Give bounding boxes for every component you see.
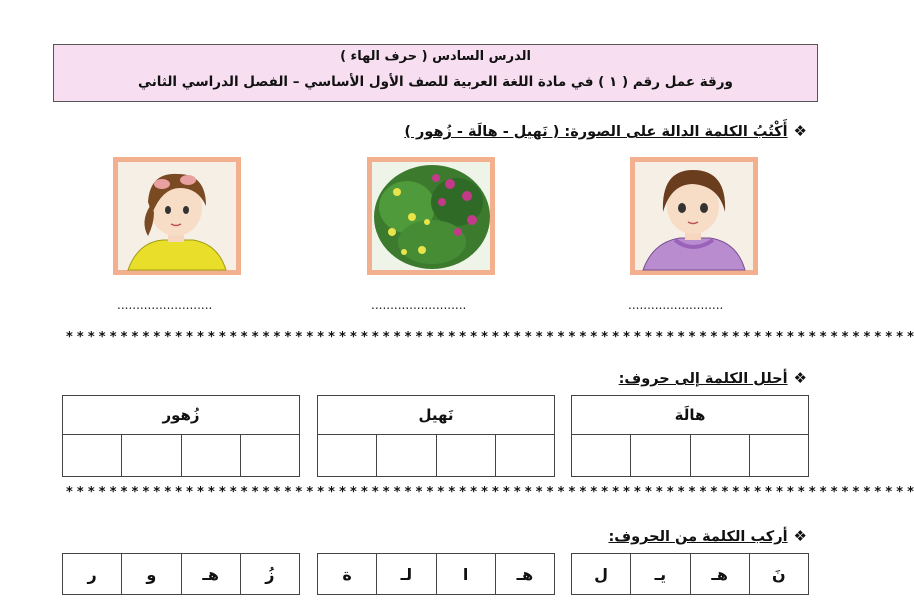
letter: ر xyxy=(63,554,122,595)
letter-cell[interactable] xyxy=(572,435,631,477)
section1-title: أَكْتُبُ الكلمة الدالة على الصورة: ( نَهيل - هالَة - زُهور ) xyxy=(404,124,788,140)
letter: هـ xyxy=(495,554,554,595)
letter-cell[interactable] xyxy=(63,435,122,477)
diamond-bullet-icon: ❖ xyxy=(793,527,807,545)
letter: ا xyxy=(436,554,495,595)
split-word: هالَة xyxy=(572,396,809,435)
flowering-bush-image xyxy=(367,157,495,275)
answer-line[interactable]: ......................... xyxy=(371,298,467,312)
letter: زُ xyxy=(240,554,299,595)
letter: هـ xyxy=(181,554,240,595)
answer-line[interactable]: ......................... xyxy=(117,298,213,312)
letters-table-zuhur xyxy=(62,553,300,595)
split-word: نَهيل xyxy=(318,396,555,435)
section3-heading xyxy=(608,527,807,545)
section1-heading xyxy=(404,122,807,140)
diamond-bullet-icon: ❖ xyxy=(793,122,807,140)
letter-cell[interactable] xyxy=(240,435,299,477)
letter-cell[interactable] xyxy=(318,435,377,477)
split-word: زُهور xyxy=(63,396,300,435)
diamond-bullet-icon: ❖ xyxy=(793,369,807,387)
letter-cell[interactable] xyxy=(181,435,240,477)
letters-table-hala xyxy=(317,553,555,595)
letter-cell[interactable] xyxy=(690,435,749,477)
letter: ل xyxy=(572,554,631,595)
star-separator: * * * * * * * * * * * * * * * * * * * * * * * * * * * * * * * * * * * * * * * * * * * * * * * * * * * * * * * * * * * * * * * * * * * * * * * * * * * * * * xyxy=(66,485,914,500)
letter: يـ xyxy=(631,554,690,595)
girl-yellow-shirt-image xyxy=(113,157,241,275)
letter: لـ xyxy=(377,554,436,595)
letter-cell[interactable] xyxy=(749,435,808,477)
answer-line[interactable]: ......................... xyxy=(628,298,724,312)
letter-cell[interactable] xyxy=(495,435,554,477)
section2-title: أحلل الكلمة إلى حروف: xyxy=(618,371,788,387)
letter: نَ xyxy=(749,554,808,595)
girl-purple-shirt-image xyxy=(630,157,758,275)
letters-table-nahil xyxy=(571,553,809,595)
letter-cell[interactable] xyxy=(122,435,181,477)
letter-cell[interactable] xyxy=(631,435,690,477)
worksheet-header xyxy=(53,44,818,102)
split-table-zuhur xyxy=(62,395,300,477)
star-separator: * * * * * * * * * * * * * * * * * * * * * * * * * * * * * * * * * * * * * * * * * * * * * * * * * * * * * * * * * * * * * * * * * * * * * * * * * * * * * * xyxy=(66,330,914,345)
split-table-hala xyxy=(571,395,809,477)
letter: هـ xyxy=(690,554,749,595)
letter: و xyxy=(122,554,181,595)
letter: ة xyxy=(318,554,377,595)
letter-cell[interactable] xyxy=(436,435,495,477)
split-table-nahil xyxy=(317,395,555,477)
letter-cell[interactable] xyxy=(377,435,436,477)
lesson-title: الدرس السادس ( حرف الهاء ) xyxy=(340,49,531,64)
section3-title: أركب الكلمة من الحروف: xyxy=(608,529,788,545)
section2-heading xyxy=(619,369,807,387)
worksheet-subtitle: ورقة عمل رقم ( ١ ) في مادة اللغة العربية للصف الأول الأساسي – الفصل الدراسي الثاني xyxy=(138,74,733,90)
